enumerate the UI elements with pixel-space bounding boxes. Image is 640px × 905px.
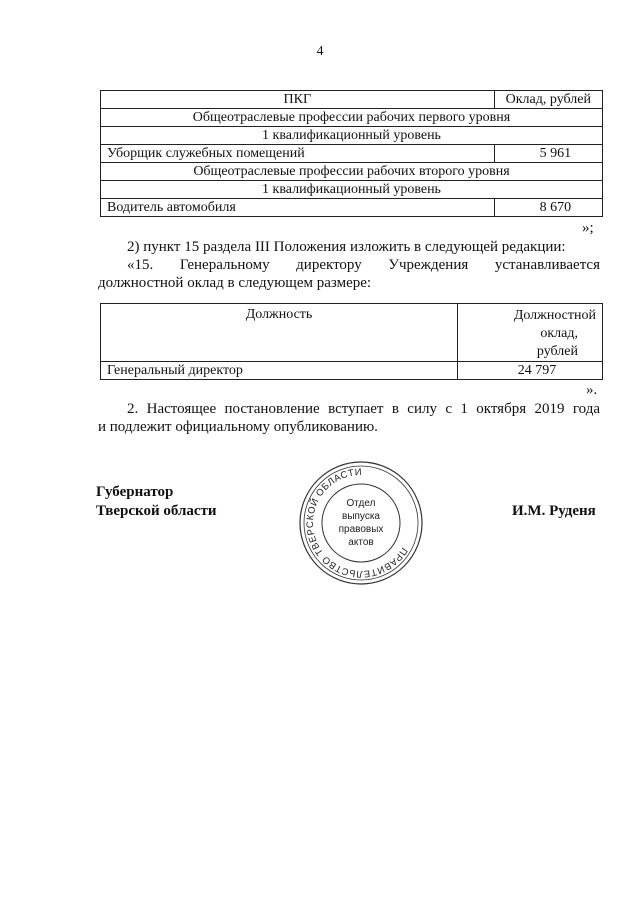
table-header-row [101,304,603,362]
header-pkg: ПКГ [101,91,495,109]
page-number: 4 [316,44,324,59]
group-title-row [101,109,603,127]
item-2-text: 2) пункт 15 раздела III Положения изложить в следующей редакции: [127,239,566,255]
stamp-outer-ring-inner [304,466,418,580]
row1-value: 5 961 [494,145,602,163]
signatory-title-line-2: Тверской области [96,503,217,519]
paragraph-15-line-2: должностной оклад в следующем размере: [98,275,372,291]
stamp-graphic [296,458,426,588]
salary-table-director [100,303,603,380]
director-name: Генеральный директор [101,362,458,380]
header-salary-line-3: рублей [536,344,578,359]
director-salary: 24 797 [458,362,603,380]
group-title-row [101,163,603,181]
stamp-inner-ring [322,484,400,562]
paragraph-15-line-1: «15. Генеральному директору Учреждения устанавливается [127,257,600,273]
stamp-line-4: актов [348,537,374,548]
table-row [101,199,603,217]
stamp-center-text [339,498,384,548]
group2-title: Общеотраслевые профессии рабочих второго уровня [101,163,603,181]
group2-level: 1 квалификационный уровень [101,181,603,199]
group-level-row [101,127,603,145]
closing-quote-2: ». [586,382,598,398]
row2-value: 8 670 [494,199,602,217]
row2-name: Водитель автомобиля [101,199,495,217]
header-salary-line-2: оклад, [540,326,578,341]
stamp-line-3: правовых [338,524,384,535]
official-stamp [296,458,426,588]
signatory-title [96,483,217,521]
group-level-row [101,181,603,199]
header-salary-line-1: Должностной [513,308,596,323]
stamp-outer-ring [300,462,422,584]
stamp-line-2: выпуска [342,511,380,522]
group1-title: Общеотраслевые профессии рабочих первого уровня [101,109,603,127]
paragraph-2-line-2: и подлежит официальному опубликованию. [98,419,378,435]
closing-quote-1: »; [582,220,594,236]
stamp-ring-text: ПРАВИТЕЛЬСТВО ТВЕРСКОЙ ОБЛАСТИ [304,466,410,580]
signatory-title-line-1: Губернатор [96,484,174,500]
header-official-salary [458,304,603,362]
table-header-row [101,91,603,109]
salary-table-workers [100,90,603,217]
row1-name: Уборщик служебных помещений [101,145,495,163]
header-position: Должность [101,304,458,362]
paragraph-2-line-1: 2. Настоящее постановление вступает в силу с 1 октября 2019 года [127,401,600,417]
table-row [101,362,603,380]
header-salary: Оклад, рублей [494,91,602,109]
stamp-line-1: Отдел [346,498,376,509]
group1-level: 1 квалификационный уровень [101,127,603,145]
table-row [101,145,603,163]
signatory-name: И.М. Руденя [512,503,596,519]
